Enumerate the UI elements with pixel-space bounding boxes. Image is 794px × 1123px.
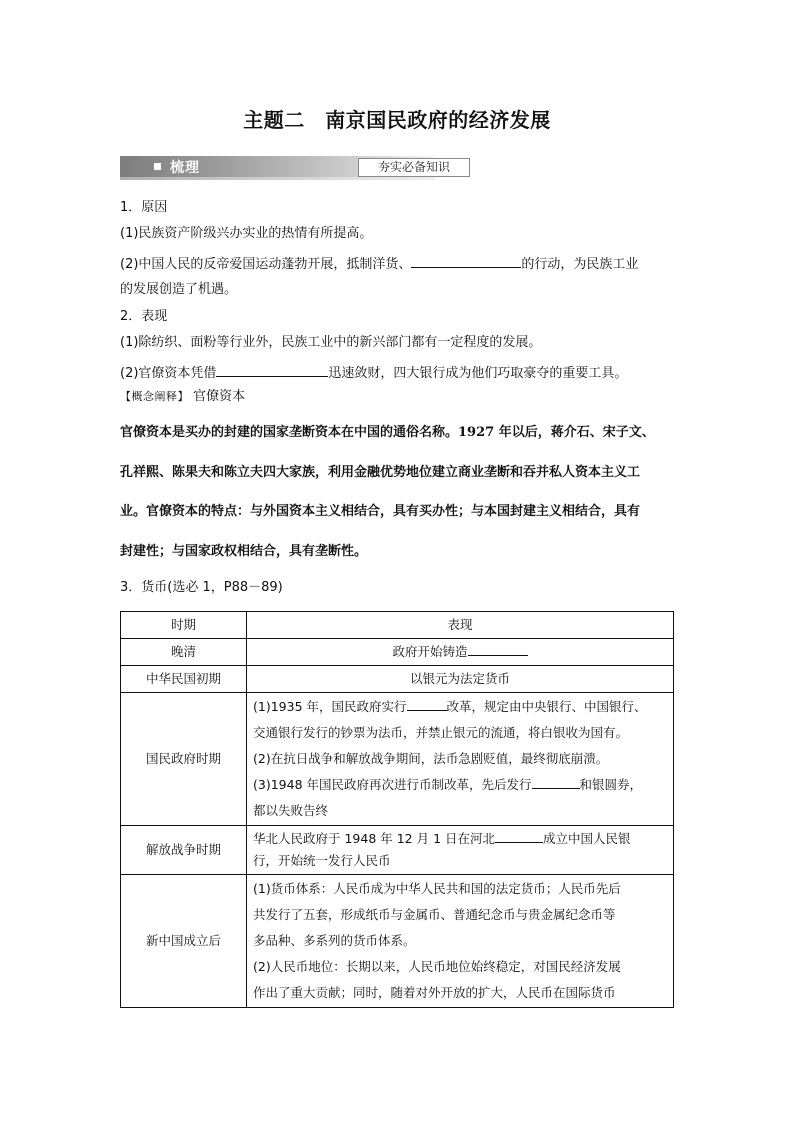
section-2-point-2 [120, 362, 627, 384]
banner-tag: 夯实必备知识 [358, 158, 470, 177]
text-segment: 的行动，为民族工业 [521, 257, 639, 272]
banner-label: 梳理 [170, 160, 200, 176]
section-1-point-2-cont: 的发展创造了机遇。 [120, 282, 238, 297]
text-segment: (2)中国人民的反帝爱国运动蓬勃开展，抵制洋货、 [120, 257, 412, 272]
text-segment: 政府开始铸造 [392, 644, 468, 659]
section-2-point-1: (1)除纺织、面粉等行业外，民族工业中的新兴部门都有一定程度的发展。 [120, 335, 542, 350]
table-row [121, 875, 674, 1008]
text-segment: 和银圆券， [579, 777, 643, 792]
cell-line: (1)货币体系：人民币成为中华人民共和国的法定货币；人民币先后 [253, 881, 621, 896]
concept-line: 官僚资本是买办的封建的国家垄断资本在中国的通俗名称。1927 年以后，蒋介石、宋子文、 [120, 425, 655, 440]
cell-line: 多品种、多系列的货币体系。 [253, 933, 416, 948]
performance-cell: 以银元为法定货币 [247, 666, 674, 693]
performance-cell [247, 693, 674, 826]
fill-blank[interactable] [468, 642, 528, 656]
currency-table [120, 611, 674, 1008]
concept-term: 官僚资本 [193, 389, 246, 404]
concept-label: 【概念阐释】 [120, 390, 189, 403]
square-bullet-icon [154, 163, 161, 170]
concept-line: 封建性；与国家政权相结合，具有垄断性。 [120, 544, 368, 559]
table-row [121, 693, 674, 826]
cell-line: (2)在抗日战争和解放战争期间，法币急剧贬值，最终彻底崩溃。 [253, 751, 609, 766]
text-segment: (3)1948 年国民政府再次进行币制改革，先后发行 [253, 777, 532, 792]
table-row [121, 666, 674, 693]
section-2-heading: 2．表现 [120, 309, 168, 324]
period-cell: 新中国成立后 [121, 875, 247, 1008]
cell-line: (2)人民币地位：长期以来，人民币地位始终稳定，对国民经济发展 [253, 959, 621, 974]
fill-blank[interactable] [495, 829, 543, 843]
header-performance: 表现 [247, 612, 674, 639]
text-segment: 成立中国人民银 [543, 831, 631, 846]
fill-blank[interactable] [532, 775, 580, 789]
concept-line: 孔祥熙、陈果夫和陈立夫四大家族，利用金融优势地位建立商业垄断和吞并私人资本主义工 [120, 465, 641, 480]
banner-underline [120, 177, 435, 180]
period-cell: 国民政府时期 [121, 693, 247, 826]
performance-cell [247, 639, 674, 666]
cell-line [253, 772, 667, 798]
performance-cell [247, 875, 674, 1008]
concept-heading [120, 387, 245, 407]
section-banner [120, 156, 450, 180]
cell-line [253, 694, 667, 720]
section-1-point-2 [120, 253, 638, 275]
cell-line [253, 828, 667, 850]
text-segment: (2)官僚资本凭借 [120, 366, 217, 381]
section-1-point-1: (1)民族资产阶级兴办实业的热情有所提高。 [120, 226, 373, 241]
cell-line: 交通银行发行的钞票为法币，并禁止银元的流通，将白银收为国有。 [253, 725, 629, 740]
text-segment: (1)1935 年，国民政府实行 [253, 699, 407, 714]
text-segment: 改革，规定由中央银行、中国银行、 [446, 699, 647, 714]
period-cell: 晚清 [121, 639, 247, 666]
cell-line: 共发行了五套，形成纸币与金属币、普通纪念币与贵金属纪念币等 [253, 907, 616, 922]
period-cell: 解放战争时期 [121, 826, 247, 875]
page-title: 主题二 南京国民政府的经济发展 [243, 108, 551, 132]
section-3-heading: 3．货币(选必 1，P88－89) [120, 580, 283, 595]
concept-line: 业。官僚资本的特点：与外国资本主义相结合，具有买办性；与本国封建主义相结合，具有 [120, 504, 641, 519]
table-header-row [121, 612, 674, 639]
text-segment: 华北人民政府于 1948 年 12 月 1 日在河北 [253, 831, 496, 846]
performance-cell [247, 826, 674, 875]
fill-blank[interactable] [216, 362, 328, 377]
section-1-heading: 1．原因 [120, 200, 168, 215]
text-segment: 迅速敛财，四大银行成为他们巧取豪夺的重要工具。 [328, 366, 628, 381]
fill-blank[interactable] [411, 253, 521, 268]
cell-line: 都以失败告终 [253, 803, 329, 818]
table-row [121, 639, 674, 666]
table-row [121, 826, 674, 875]
cell-line: 行，开始统一发行人民币 [253, 853, 391, 868]
fill-blank[interactable] [407, 697, 447, 711]
header-period: 时期 [121, 612, 247, 639]
cell-line: 作出了重大贡献；同时，随着对外开放的扩大，人民币在国际货币 [253, 985, 616, 1000]
period-cell: 中华民国初期 [121, 666, 247, 693]
